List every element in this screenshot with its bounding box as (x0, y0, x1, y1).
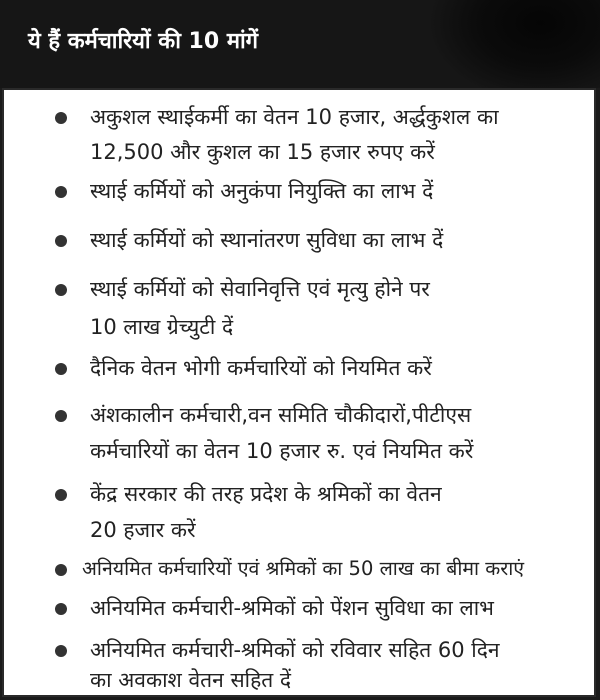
list-item-line: स्थाई कर्मियों को अनुकंपा नियुक्ति का लाभ दें (90, 179, 434, 203)
bullet-icon (55, 235, 67, 247)
bullet-icon (55, 489, 67, 501)
bullet-icon (55, 363, 67, 375)
list-item-line: अकुशल स्थाईकर्मी का वेतन 10 हजार, अर्द्धकुशल का (90, 105, 499, 129)
list-item-line: अनियमित कर्मचारियों एवं श्रमिकों का 50 लाख का बीमा कराएं (82, 557, 525, 580)
list-item-line: 12,500 और कुशल का 15 हजार रुपए करें (90, 140, 435, 164)
ink-blot-decoration (430, 0, 600, 88)
list-item-line: का अवकाश वेतन सहित दें (90, 668, 292, 692)
bullet-icon (55, 410, 67, 422)
bullet-icon (55, 186, 67, 198)
list-item-line: अनियमित कर्मचारी-श्रमिकों को पेंशन सुविधा का लाभ (90, 596, 494, 620)
list-item-line: अनियमित कर्मचारी-श्रमिकों को रविवार सहित 60 दिन (90, 638, 500, 662)
list-item-line: 20 हजार करें (90, 518, 196, 542)
bullet-icon (55, 284, 67, 296)
bullet-icon (55, 603, 67, 615)
header-bar (0, 0, 600, 88)
list-item-line: अंशकालीन कर्मचारी,वन समिति चौकीदारों,पीटीएस (90, 403, 472, 427)
bullet-icon (55, 645, 67, 657)
list-item-line: स्थाई कर्मियों को सेवानिवृत्ति एवं मृत्यु होने पर (90, 277, 430, 301)
bullet-icon (55, 112, 67, 124)
list-item-line: दैनिक वेतन भोगी कर्मचारियों को नियमित करें (90, 356, 432, 380)
list-item-line: 10 लाख ग्रेच्युटी दें (90, 315, 234, 339)
list-item-line: स्थाई कर्मियों को स्थानांतरण सुविधा का लाभ दें (90, 228, 444, 252)
demands-card (2, 88, 596, 697)
page-title: ये हैं कर्मचारियों की 10 मांगें (28, 29, 259, 54)
list-item-line: कर्मचारियों का वेतन 10 हजार रु. एवं नियमित करें (90, 439, 474, 463)
bullet-icon (55, 564, 67, 576)
list-item-line: केंद्र सरकार की तरह प्रदेश के श्रमिकों का वेतन (90, 482, 442, 506)
